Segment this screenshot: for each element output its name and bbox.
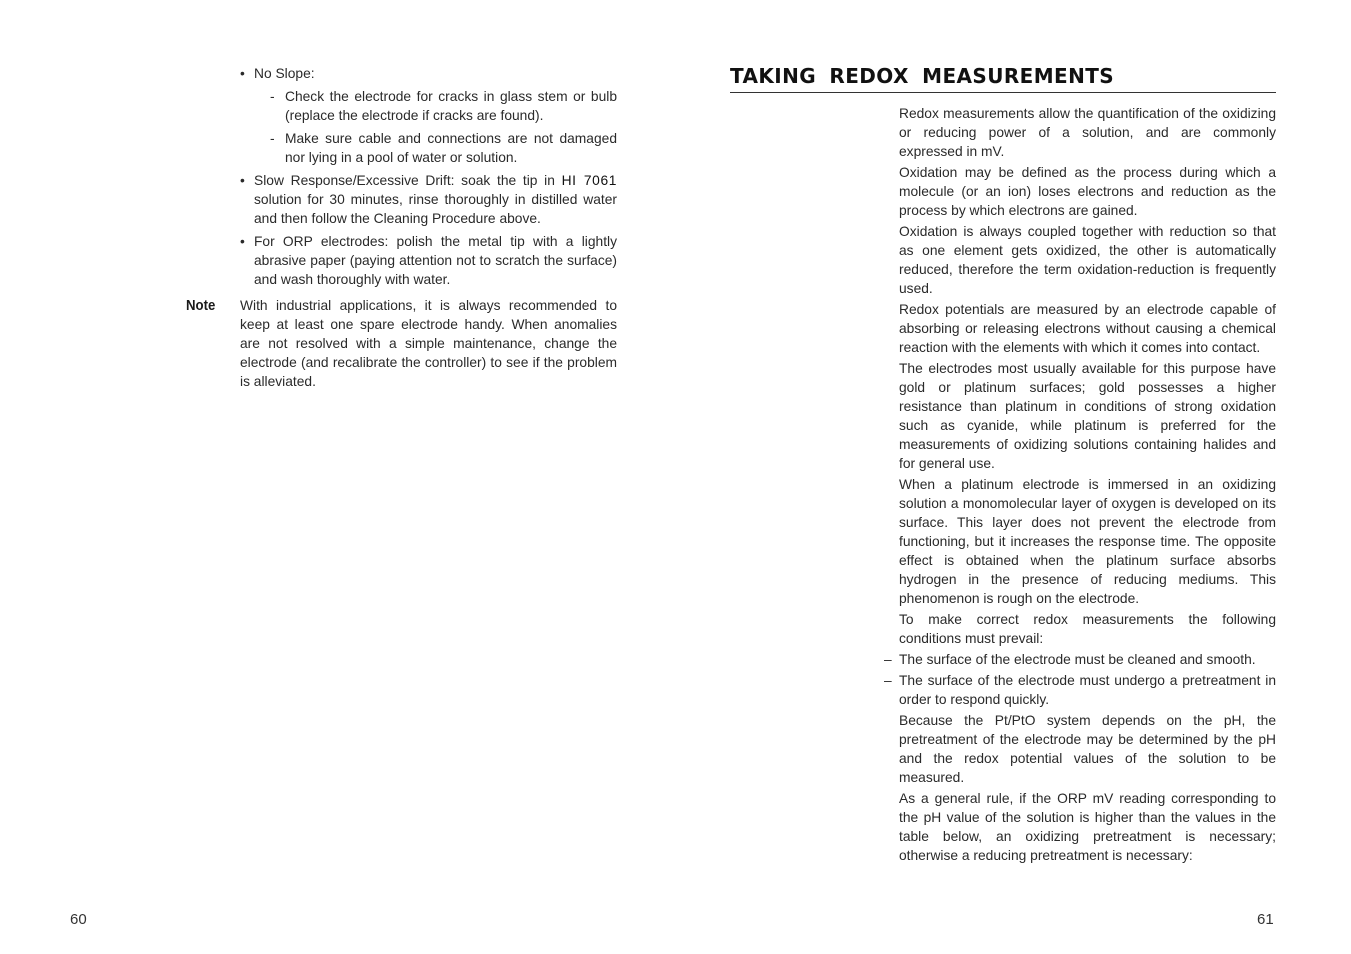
paragraph: Oxidation is always coupled together with reduction so that as one element gets oxidized, the other is automatically reduced, therefore the term oxidation-reduction is frequently used.	[899, 224, 1276, 296]
note-label: Note	[186, 297, 216, 314]
troubleshooting-list	[240, 64, 617, 293]
dash-mark: -	[270, 89, 275, 104]
sub-item	[254, 87, 617, 125]
condition-item	[884, 650, 1276, 669]
paragraph: Oxidation may be defined as the process during which a molecule (or an ion) loses electrons and reduction as the process by which electrons are gained.	[899, 165, 1276, 218]
bullet-text: No Slope:	[254, 66, 315, 81]
sub-list	[254, 87, 617, 167]
bullet-mark: •	[240, 66, 245, 81]
dash-mark: –	[884, 673, 892, 688]
bullet-slow-response	[240, 171, 617, 228]
condition-text: The surface of the electrode must undergo a pretreatment in order to respond quickly.	[899, 673, 1276, 707]
paragraph: The electrodes most usually available for this purpose have gold or platinum surfaces; gold possesses a higher resistance than platinum in conditions of strong oxidation such as cyanide, while platinum is preferred for the measurements of oxidizing solutions containing halides and for general use.	[899, 361, 1276, 471]
paragraph: As a general rule, if the ORP mV reading corresponding to the pH value of the solution is higher than the values in the table below, an oxidizing pretreatment is necessary; otherwise a reducing pretreatment is necessary:	[899, 791, 1276, 863]
bullet-orp-electrodes	[240, 232, 617, 289]
page-number-right: 61	[1257, 911, 1274, 928]
bullet-text-before: Slow Response/Excessive Drift: soak the tip in	[254, 173, 562, 188]
right-page	[675, 0, 1351, 954]
bullet-no-slope	[240, 64, 617, 167]
sub-item-text: Check the electrode for cracks in glass stem or bulb (replace the electrode if cracks are found).	[285, 89, 617, 123]
sub-item	[254, 129, 617, 167]
condition-text: The surface of the electrode must be cleaned and smooth.	[899, 652, 1256, 667]
dash-mark: -	[270, 131, 275, 146]
page-number-left: 60	[70, 911, 87, 928]
paragraph: Redox measurements allow the quantification of the oxidizing or reducing power of a solution, and are commonly expressed in mV.	[899, 106, 1276, 159]
bullet-text: For ORP electrodes: polish the metal tip with a lightly abrasive paper (paying attention not to scratch the surface) and wash thoroughly with water.	[254, 234, 617, 287]
bullet-mark: •	[240, 234, 245, 249]
bullet-mark: •	[240, 173, 245, 188]
redox-body	[884, 104, 1276, 867]
paragraph: When a platinum electrode is immersed in an oxidizing solution a monomolecular layer of oxygen is developed on its surface. This layer does not prevent the electrode from functioning, but it increases the response time. The opposite effect is obtained when the platinum surface absorbs hydrogen in the presence of reducing mediums. This phenomenon is rough on the electrode.	[899, 477, 1276, 606]
paragraph: To make correct redox measurements the following conditions must prevail:	[899, 612, 1276, 646]
section-title: TAKING REDOX MEASUREMENTS	[730, 64, 1276, 93]
sub-item-text: Make sure cable and connections are not damaged nor lying in a pool of water or solution.	[285, 131, 617, 165]
condition-item	[884, 671, 1276, 709]
note-block	[186, 296, 617, 391]
bullet-text-after: solution for 30 minutes, rinse thoroughly in distilled water and then follow the Cleaning Procedure above.	[254, 192, 617, 226]
paragraph: Because the Pt/PtO system depends on the pH, the pretreatment of the electrode may be determined by the pH and the redox potential values of the solution to be measured.	[899, 713, 1276, 785]
product-code: HI 7061	[561, 173, 617, 188]
left-page	[0, 0, 675, 954]
dash-mark: –	[884, 652, 892, 667]
note-text: With industrial applications, it is always recommended to keep at least one spare electrode handy. When anomalies are not resolved with a simple maintenance, change the electrode (and recalibrate the controller) to see if the problem is alleviated.	[240, 298, 617, 389]
paragraph: Redox potentials are measured by an electrode capable of absorbing or releasing electrons without causing a chemical reaction with the elements with which it comes into contact.	[899, 302, 1276, 355]
